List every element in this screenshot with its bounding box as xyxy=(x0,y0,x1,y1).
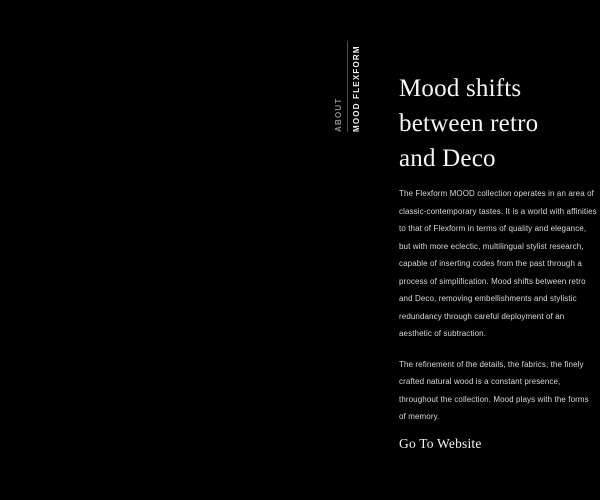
nav-divider xyxy=(347,41,348,132)
section-heading: Mood shifts between retro and Deco xyxy=(399,75,539,172)
body-paragraph-1: The Flexform MOOD collection operates in an area of classic-contemporary tastes. It is a world with affinities to that of Flexform in terms of quality and elegance, but with more eclectic, multilingual stylist research, capable of inserting codes from the past through a process of simplification. Mood shifts between retro and Deco, removing embellishments and stylistic redundancy through careful deployment of an aesthetic of subtraction. xyxy=(399,189,597,338)
nav-item-mood-flexform[interactable]: MOOD FLEXFORM xyxy=(352,45,361,132)
content-column xyxy=(399,71,599,453)
nav-item-about[interactable]: ABOUT xyxy=(334,97,343,132)
go-to-website-link[interactable]: Go To Website xyxy=(399,435,482,451)
body-paragraph-2: The refinement of the details, the fabrics, the finely crafted natural wood is a constant presence, throughout the collection. Mood plays with the forms of memory. xyxy=(399,359,589,421)
